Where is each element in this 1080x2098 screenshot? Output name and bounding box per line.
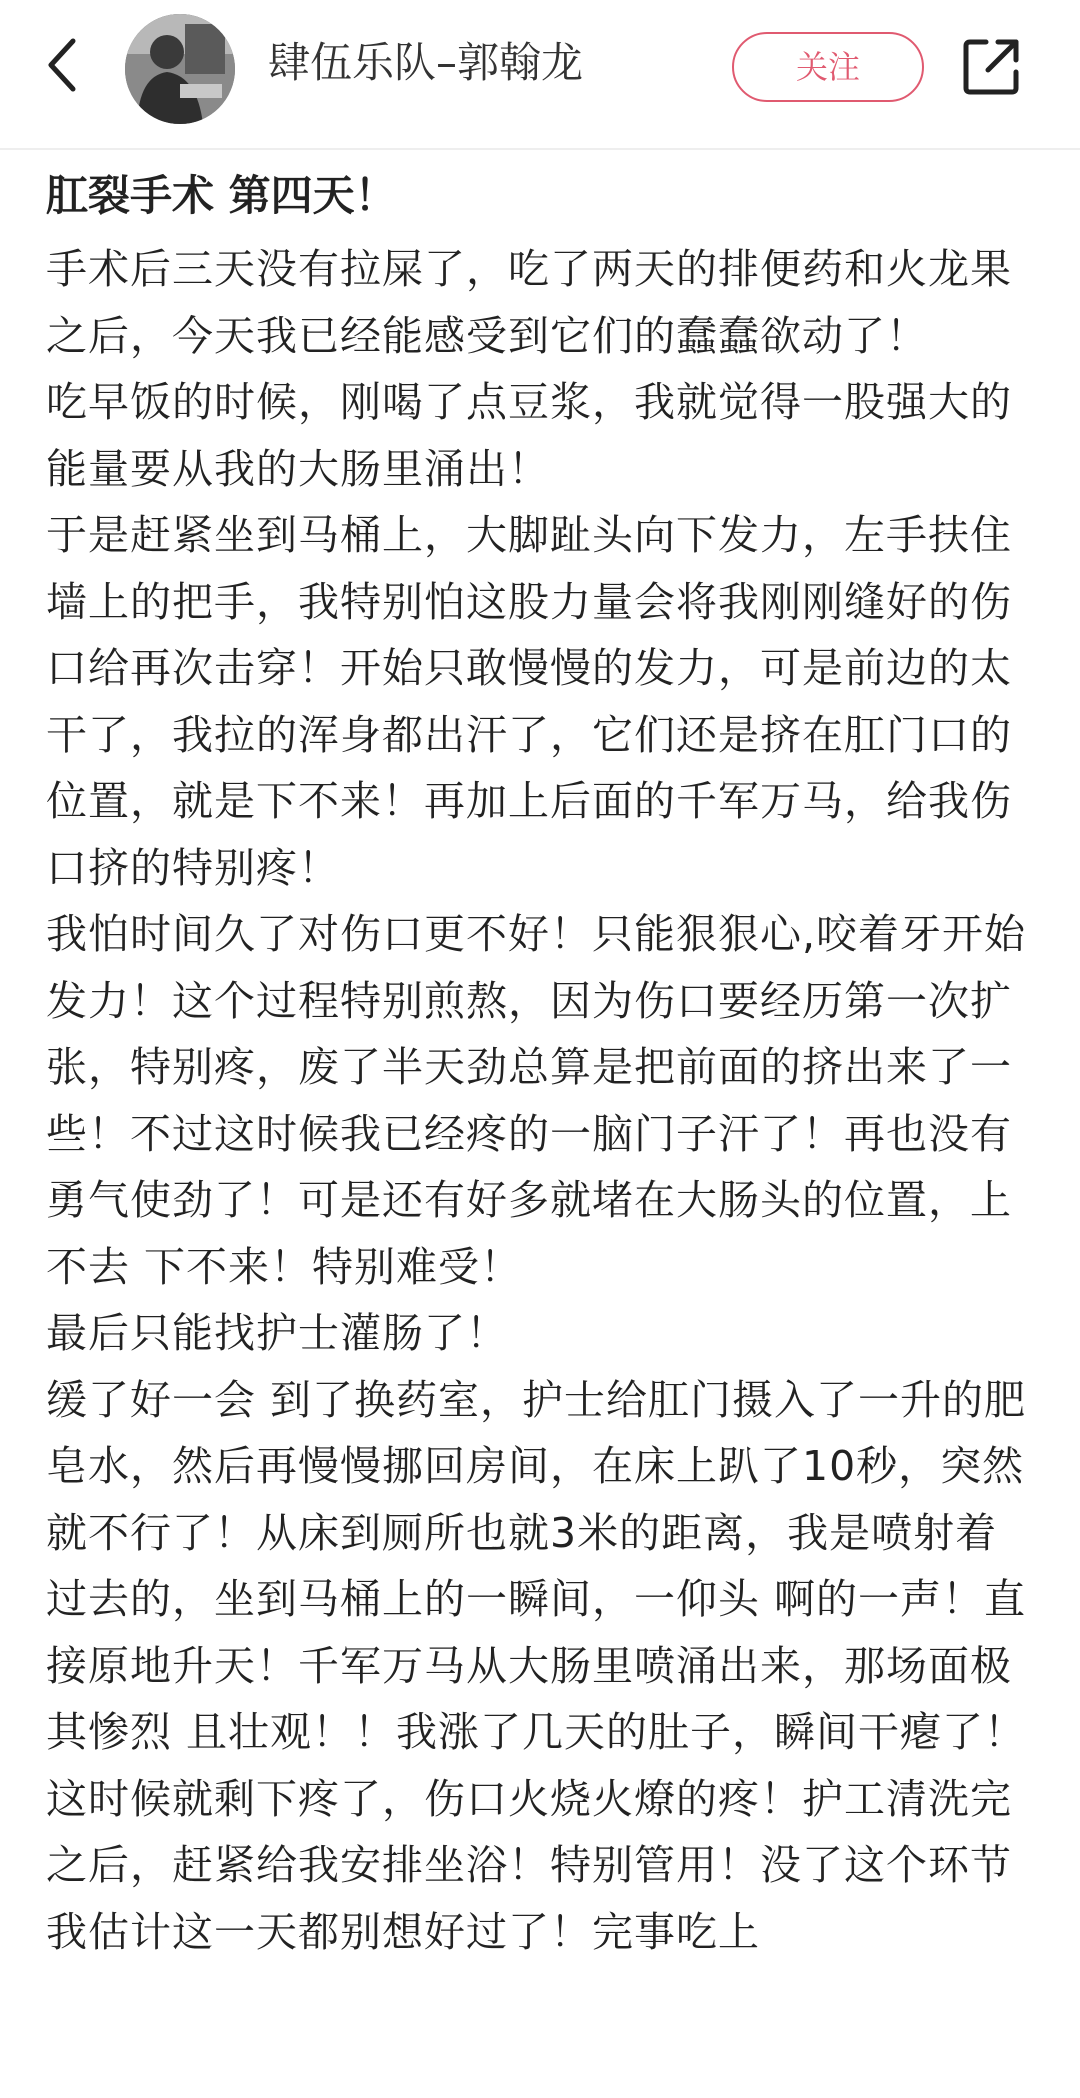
follow-button[interactable]: 关注 [732, 32, 924, 102]
author-name[interactable]: 肆伍乐队–郭翰龙 [268, 38, 584, 87]
post-paragraph: 吃早饭的时候，刚喝了点豆浆，我就觉得一股强大的能量要从我的大肠里涌出！ [46, 378, 1012, 493]
post-paragraph: 最后只能找护士灌肠了！ [46, 1309, 508, 1357]
chevron-left-icon [43, 35, 83, 95]
back-button[interactable] [38, 30, 88, 100]
avatar[interactable] [125, 14, 235, 124]
post-paragraph: 我怕时间久了对伤口更不好！只能狠狠心,咬着牙开始发力！这个过程特别煎熬，因为伤口要经历第一次扩张，特别疼，废了半天劲总算是把前面的挤出来了一些！不过这时候我已经疼的一脑门子汗了！再也没有勇气使劲了！可是还有好多就堵在大肠头的位置，上不去 下不来！特别难受！ [46, 910, 1027, 1291]
post-paragraph: 于是赶紧坐到马桶上，大脚趾头向下发力，左手扶住墙上的把手，我特别怕这股力量会将我刚刚缝好的伤口给再次击穿！开始只敢慢慢的发力，可是前边的太干了，我拉的浑身都出汗了，它们还是挤在肛门口的位置，就是下不来！再加上后面的千军万马，给我伤口挤的特别疼！ [46, 511, 1012, 892]
top-bar [0, 0, 1080, 150]
user-avatar-photo [125, 14, 235, 124]
post-paragraph: 这时候就剩下疼了，伤口火烧火燎的疼！护工清洗完之后，赶紧给我安排坐浴！特别管用！没了这个环节 我估计这一天都别想好过了！完事吃上 [46, 1774, 1012, 1956]
post-body [46, 236, 1036, 1965]
share-button[interactable] [960, 36, 1022, 98]
post-title: 肛裂手术 第四天！ [46, 171, 397, 220]
post-paragraph: 手术后三天没有拉屎了，吃了两天的排便药和火龙果之后，今天我已经能感受到它们的蠢蠢欲动了！ [46, 245, 1012, 360]
post-paragraph: 缓了好一会 到了换药室，护士给肛门摄入了一升的肥皂水，然后再慢慢挪回房间，在床上趴了10秒，突然就不行了！从床到厕所也就3米的距离，我是喷射着过去的，坐到马桶上的一瞬间，一仰头 啊的一声！直接原地升天！千军万马从大肠里喷涌出来，那场面极其惨烈 且壮观！！我涨了几天的肚子，瞬间干瘪了！ [46, 1375, 1027, 1756]
share-external-icon [960, 36, 1022, 98]
post-content [46, 150, 1036, 1965]
